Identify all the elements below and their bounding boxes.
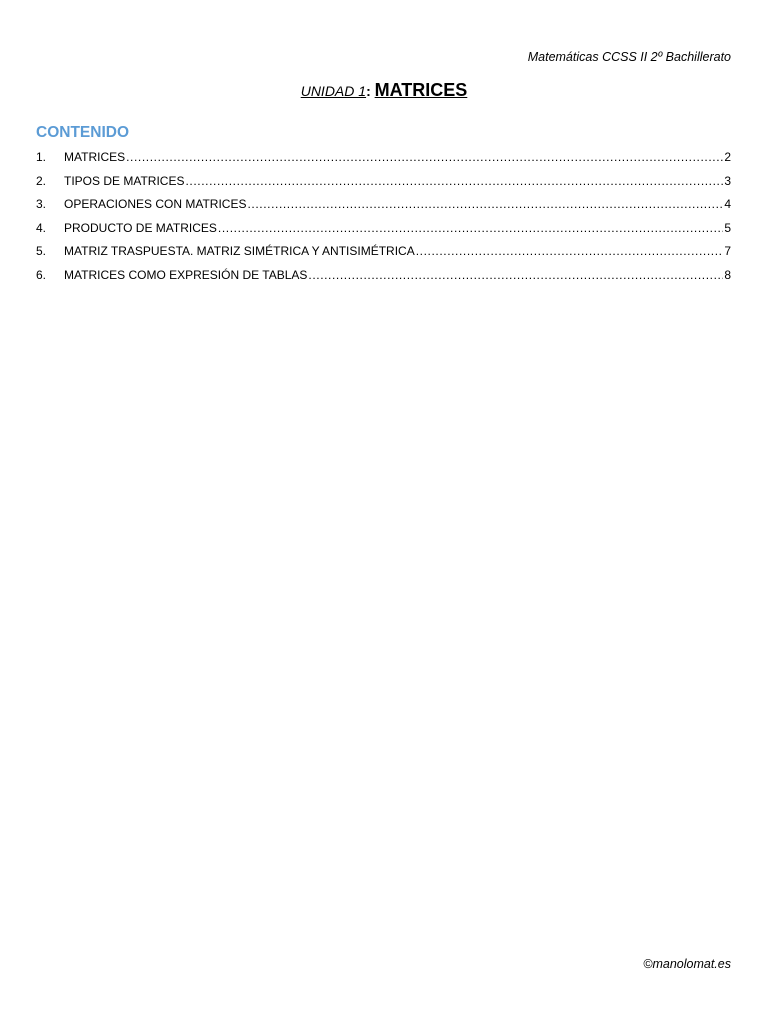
toc-entry-number: 1.: [36, 150, 47, 164]
page-title: [0, 80, 768, 101]
toc-entry-page: 3: [724, 173, 731, 188]
toc-heading: CONTENIDO: [36, 124, 129, 141]
toc-entry[interactable]: [36, 174, 731, 198]
toc-dot-leader: [185, 174, 723, 188]
page-header-course: Matemáticas CCSS II 2º Bachillerato: [527, 50, 731, 64]
toc-entry-page: 2: [724, 150, 731, 164]
toc-entry-title: MATRICES: [64, 150, 126, 164]
toc-entry-number: 5.: [36, 244, 47, 259]
page-footer-copyright: ©manolomat.es: [643, 957, 731, 971]
toc-entry[interactable]: [36, 268, 731, 292]
toc-entry-title: PRODUCTO DE MATRICES: [64, 220, 217, 235]
unit-label: UNIDAD 1: [300, 83, 367, 99]
toc-entry-number: 6.: [36, 267, 47, 282]
toc-dot-leader: [308, 268, 723, 282]
toc-dot-leader: [416, 244, 724, 258]
toc-entry-number: 4.: [36, 220, 47, 235]
toc-entry-title: TIPOS DE MATRICES: [64, 173, 185, 188]
toc-entry[interactable]: [36, 150, 731, 174]
toc-entry-title: MATRIZ TRASPUESTA. MATRIZ SIMÉTRICA Y ANTISIMÉTRICA: [64, 244, 415, 259]
toc-dot-leader: [247, 197, 723, 211]
unit-title: MATRICES: [374, 80, 468, 100]
toc-entry-title: OPERACIONES CON MATRICES: [64, 197, 247, 212]
toc-entry-title: MATRICES COMO EXPRESIÓN DE TABLAS: [64, 267, 308, 282]
toc-entry[interactable]: [36, 221, 731, 245]
title-colon: :: [366, 83, 371, 99]
toc-entry[interactable]: [36, 244, 731, 268]
toc-entry[interactable]: [36, 197, 731, 221]
toc-dot-leader: [218, 221, 723, 235]
toc-entry-page: 5: [724, 220, 731, 235]
toc-entry-page: 8: [724, 267, 731, 282]
toc-entry-page: 7: [724, 244, 731, 259]
toc-entry-number: 2.: [36, 173, 47, 188]
toc-dot-leader: [126, 150, 723, 164]
table-of-contents: [36, 150, 731, 292]
toc-entry-number: 3.: [36, 197, 47, 212]
toc-entry-page: 4: [724, 197, 731, 212]
